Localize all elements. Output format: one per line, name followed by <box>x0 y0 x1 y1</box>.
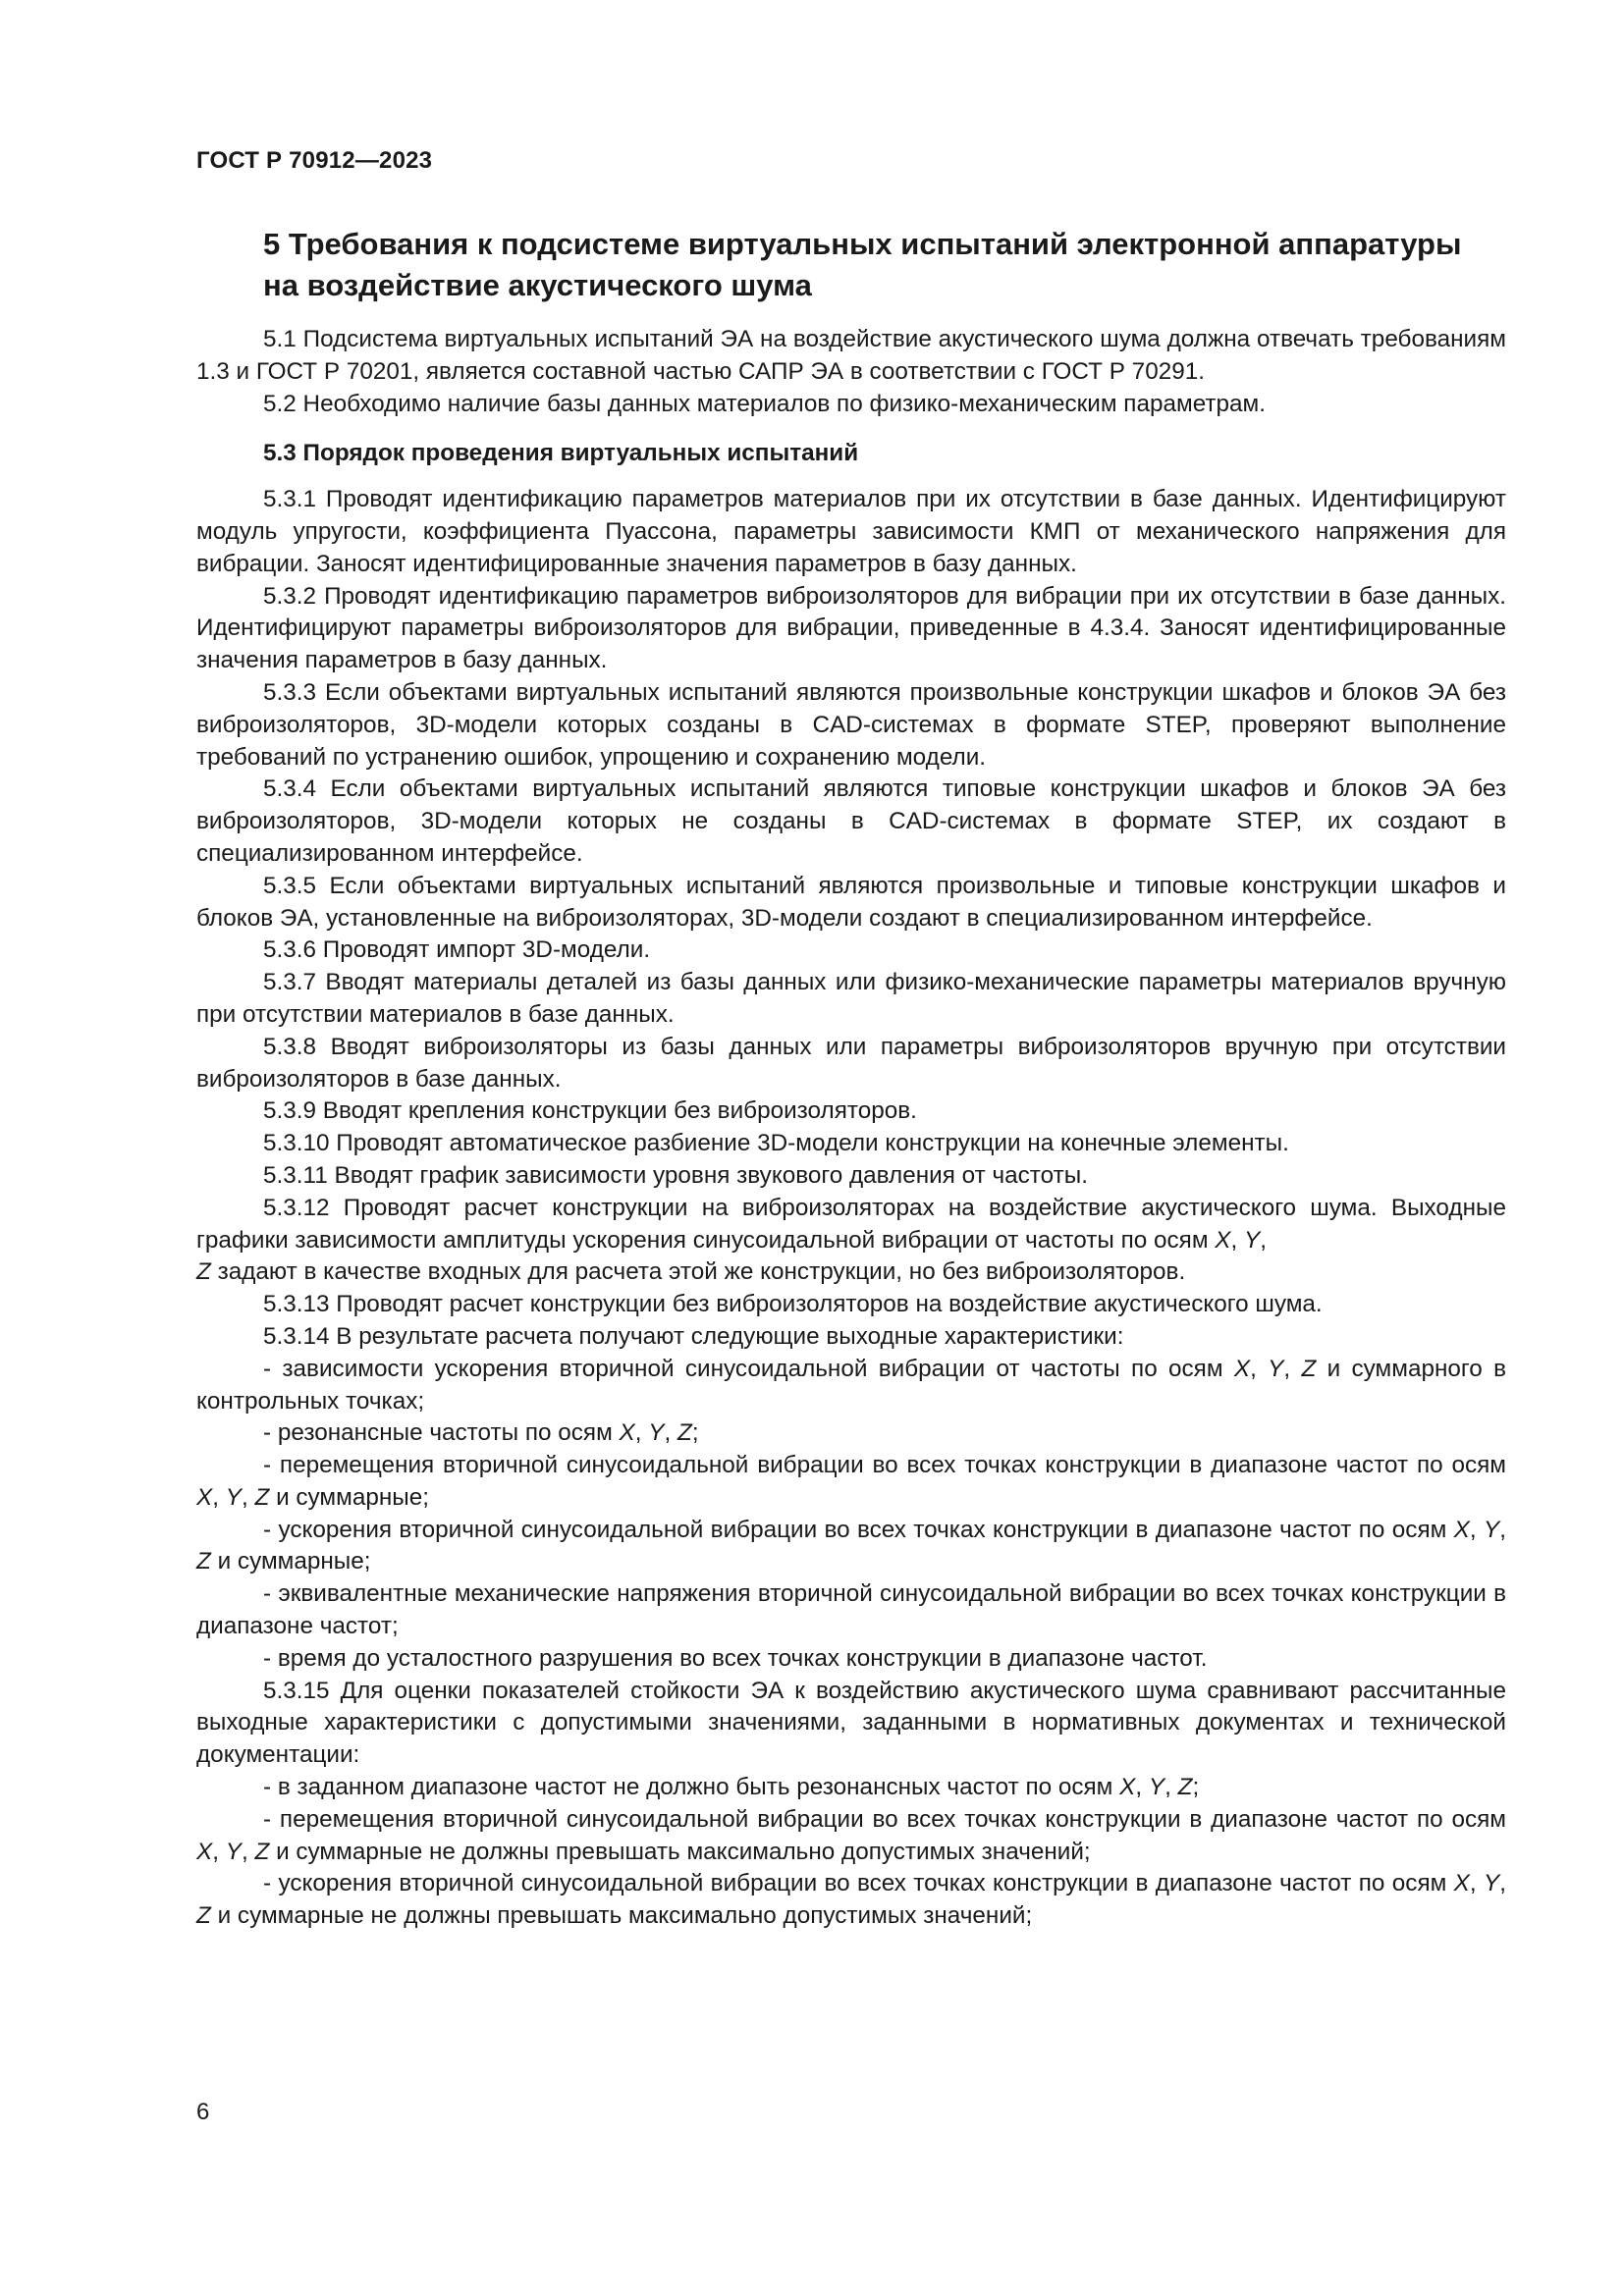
list-item: - в заданном диапазоне частот не должно быть резонансных частот по осям X, Y, Z; <box>263 1774 1200 1801</box>
list-item: - резонансные частоты по осям X, Y, Z; <box>263 1419 699 1447</box>
paragraph-5-3-9: 5.3.9 Вводят крепления конструкции без виброизоляторов. <box>263 1097 917 1125</box>
paragraph-5-3-11: 5.3.11 Вводят график зависимости уровня звукового давления от частоты. <box>263 1161 1088 1189</box>
paragraph-5-3-5: 5.3.5 Если объектами виртуальных испытаний являются произвольные и типовые конструкции шкафов и блоков ЭА, установленные на виброизоляторах, 3D-модели создают в специализированном интерфейсе. <box>196 872 1506 932</box>
paragraph-5-3-2: 5.3.2 Проводят идентификацию параметров виброизоляторов для вибрации при их отсутствии в базе данных. Идентифицируют параметры виброизоляторов для вибрации, приведенные в 4.3.4. Заносят идентифицированные значения параметров в базу данных. <box>196 582 1506 674</box>
list-item: - перемещения вторичной синусоидальной вибрации во всех точках конструкции в диапазоне частот по осям X, Y, Z и суммарные не должны превышать максимально допустимых значений; <box>196 1805 1506 1865</box>
paragraph-5-3-13: 5.3.13 Проводят расчет конструкции без виброизоляторов на воздействие акустического шума. <box>263 1291 1323 1318</box>
section-title: 5 Требования к подсистеме виртуальных испытаний электронной аппаратуры на воздействие акустического шума <box>263 227 1462 302</box>
body-text <box>196 324 1506 1933</box>
document-id-header: ГОСТ Р 70912—2023 <box>196 147 433 174</box>
paragraph-5-3-15: 5.3.15 Для оценки показателей стойкости ЭА к воздействию акустического шума сравнивают рассчитанные выходные характеристики с допустимыми значениями, заданными в нормативных документах и технической документации: <box>196 1677 1506 1769</box>
list-item: - время до усталостного разрушения во всех точках конструкции в диапазоне частот. <box>263 1644 1208 1672</box>
paragraph-5-3-10: 5.3.10 Проводят автоматическое разбиение 3D-модели конструкции на конечные элементы. <box>263 1130 1289 1157</box>
paragraph-5-3-12: 5.3.12 Проводят расчет конструкции на виброизоляторах на воздействие акустического шума. Выходные графики зависимости амплитуды ускорения синусоидальной вибрации от частоты по осям X, Y, Z задают в качестве входных для расчета этой же конструкции, но без виброизоляторов. <box>196 1194 1506 1286</box>
list-item: - перемещения вторичной синусоидальной вибрации во всех точках конструкции в диапазоне частот по осям X, Y, Z и суммарные; <box>196 1452 1506 1511</box>
paragraph-5-3-8: 5.3.8 Вводят виброизоляторы из базы данных или параметры виброизоляторов вручную при отсутствии виброизоляторов в базе данных. <box>196 1033 1506 1093</box>
paragraph-5-3-1: 5.3.1 Проводят идентификацию параметров материалов при их отсутствии в базе данных. Идентифицируют модуль упругости, коэффициента Пуассона, параметры зависимости КМП от механического напряжения для вибрации. Заносят идентифицированные значения параметров в базу данных. <box>196 486 1506 577</box>
subsection-heading-5-3: 5.3 Порядок проведения виртуальных испытаний <box>263 440 859 467</box>
list-item: - зависимости ускорения вторичной синусоидальной вибрации от частоты по осям X, Y, Z и суммарного в контрольных точках; <box>196 1355 1506 1415</box>
paragraph-5-3-14: 5.3.14 В результате расчета получают следующие выходные характеристики: <box>263 1322 1124 1350</box>
paragraph-5-3-4: 5.3.4 Если объектами виртуальных испытаний являются типовые конструкции шкафов и блоков ЭА без виброизоляторов, 3D-модели которых не созданы в CAD-системах в формате STEP, их создают в специализированном интерфейсе. <box>196 775 1506 867</box>
list-item: - ускорения вторичной синусоидальной вибрации во всех точках конструкции в диапазоне частот по осям X, Y, Z и суммарные не должны превышать максимально допустимых значений; <box>196 1870 1506 1930</box>
list-item: - ускорения вторичной синусоидальной вибрации во всех точках конструкции в диапазоне частот по осям X, Y, Z и суммарные; <box>196 1516 1506 1575</box>
paragraph-5-1: 5.1 Подсистема виртуальных испытаний ЭА на воздействие акустического шума должна отвечать требованиям 1.3 и ГОСТ Р 70201, является составной частью САПР ЭА в соответствии с ГОСТ Р 70291. <box>196 326 1506 385</box>
page-number: 6 <box>196 2099 210 2125</box>
paragraph-5-3-3: 5.3.3 Если объектами виртуальных испытаний являются произвольные конструкции шкафов и блоков ЭА без виброизоляторов, 3D-модели которых созданы в CAD-системах в формате STEP, проверяют выполнение требований по устранению ошибок, упрощению и сохранению модели. <box>196 678 1506 771</box>
paragraph-5-3-7: 5.3.7 Вводят материалы деталей из базы данных или физико-механические параметры материалов вручную при отсутствии материалов в базе данных. <box>196 969 1506 1028</box>
list-item: - эквивалентные механические напряжения вторичной синусоидальной вибрации во всех точках конструкции в диапазоне частот; <box>196 1580 1506 1640</box>
paragraph-5-3-6: 5.3.6 Проводят импорт 3D-модели. <box>263 936 651 964</box>
paragraph-5-2: 5.2 Необходимо наличие базы данных материалов по физико-механическим параметрам. <box>263 390 1267 417</box>
